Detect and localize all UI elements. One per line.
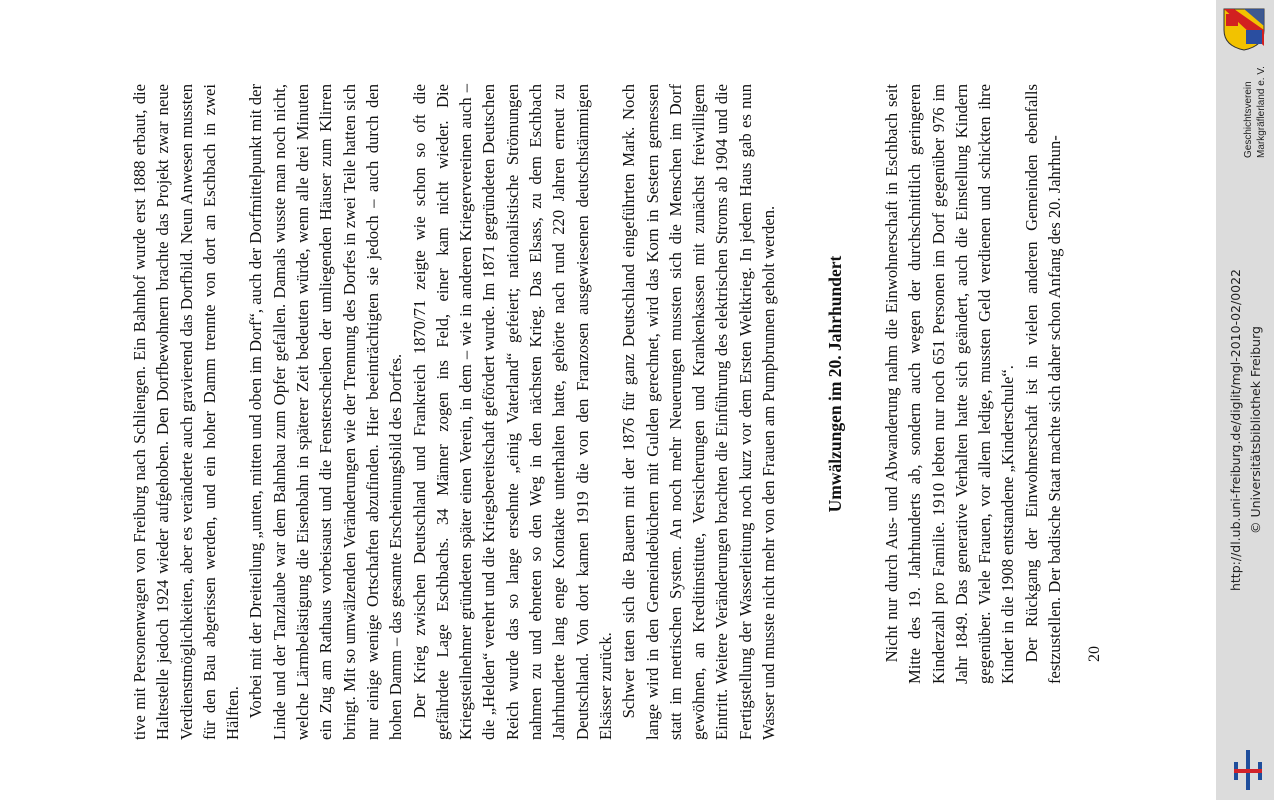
university-library-logo-icon xyxy=(1226,748,1270,792)
document-url[interactable]: http://dl.ub.uni-freiburg.de/diglit/mgl-2010-02/0022 xyxy=(1228,268,1243,592)
org-name-line1: Geschichtsverein xyxy=(1243,81,1254,158)
org-name-line2: Markgräflerland e. V. xyxy=(1256,66,1267,158)
page-number: 20 xyxy=(1086,646,1103,662)
paragraph-2: Vorbei mit der Dreiteilung „unten, mitten und oben im Dorf“, auch der Dorfmittelpunkt mit der Linde und der Tanzlaube war dem Bahnbau zum Opfer gefallen. Damals wusste man noch nicht, welche Lärmbelästigung die Eisenbahn in späterer Zeit bedeuten würde, wenn alle drei Minuten ein Zug am Rathaus vorbeisaust und die Fensterscheiben der umliegenden Häuser zum Klirren bringt. Mit so umwälzenden Veränderungen wie der Trennung des Dorfes in zwei Teile hatten sich nur einige wenige Ortschaften abzufinden. Hier beeinträchtigten sie jedoch – auch durch den hohen Damm – das gesamte Erscheinungsbild des Dorfes. xyxy=(246,84,406,740)
paragraph-1: tive mit Personenwagen von Freiburg nach Schliengen. Ein Bahnhof wurde erst 1888 erbaut, die Haltestelle jedoch 1924 wieder aufgehoben. Den Dorfbewohnern brachte das Projekt zwar neue Verdienstmöglichkeiten, aber es veränderte auch gravierend das Dorfbild. Neun Anwesen mussten für den Bau abgerissen werden, und ein hoher Damm trennte von dort an Eschbach in zwei Hälften. xyxy=(130,84,243,740)
paragraph-3: Der Krieg zwischen Deutschland und Frankreich 1870/71 zeigte wie schon so oft die gefährdete Lage Eschbachs. 34 Männer zogen ins Feld, einer kam nicht wieder. Die Kriegsteilnehmer gründeten später einen Verein, in dem – wie in anderen Kriegervereinen auch – die „Helden“ verehrt und die Kriegsbereitschaft gefördert wurde. Im 1871 gegründeten Deutschen Reich wurde das so lange ersehnte „einig Vaterland“ gefeiert; nationalistische Strömungen nahmen zu und ebneten so den Weg in den nächsten Krieg. Das Elsass, zu dem Eschbach Jahrhunderte lang enge Kontakte unterhalten hatte, gehörte nach rund 220 Jahren erneut zu Deutschland. Von dort kamen 1919 die von den Franzosen ausgewiesenen deutschstämmigen Elsässer zurück. xyxy=(409,84,615,740)
paragraph-6: Der Rückgang der Einwohnerschaft ist in vielen anderen Gemeinden ebenfalls festzustellen. Der badische Staat machte sich daher schon Anfang des 20. Jahrhun- xyxy=(1021,84,1065,684)
text-column-upper xyxy=(128,84,780,740)
sidebar-rotated-text xyxy=(1216,0,1274,800)
paragraph-4: Schwer taten sich die Bauern mit der 1876 für ganz Deutschland eingeführten Mark. Noch lange wird in den Gemeindebüchern mit Gulden gerechnet, wird das Korn in Sestern gemessen statt im metrischen System. An noch mehr Neuerungen mussten sich die Menschen im Dorf gewöhnen, an Kreditinstitute, Versicherungen und Krankenkassen mit zunächst freiwilligem Eintritt. Weitere Veränderungen brachten die Einführung des elektrischen Stroms ab 1904 und die Fertigstellung der Wasserleitung noch kurz vor dem Ersten Weltkrieg. In jedem Haus gab es nun Wasser und musste nicht mehr von den Frauen am Pumpbrunnen geholt werden. xyxy=(619,84,779,740)
paragraph-5: Nicht nur durch Aus- und Abwanderung nahm die Einwohnerschaft in Eschbach seit Mitte des 19. Jahrhunderts ab, sondern auch wegen der durchschnittlich geringeren Kinderzahl pro Familie. 1910 lebten nur noch 651 Personen im Dorf gegenüber 976 im Jahr 1849. Das generative Verhalten hatte sich geändert, auch die Einstellung Kindern gegenüber. Viele Frauen, vor allem ledige, mussten Geld verdienen und schickten ihre Kinder in die 1908 entstandene „Kinderschule“. xyxy=(882,84,1018,684)
text-column-lower xyxy=(880,84,1066,684)
section-heading: Umwälzungen im 20. Jahrhundert xyxy=(825,255,845,513)
copyright-notice: © Universitätsbibliothek Freiburg xyxy=(1248,326,1263,534)
coat-of-arms-icon xyxy=(1220,6,1268,52)
